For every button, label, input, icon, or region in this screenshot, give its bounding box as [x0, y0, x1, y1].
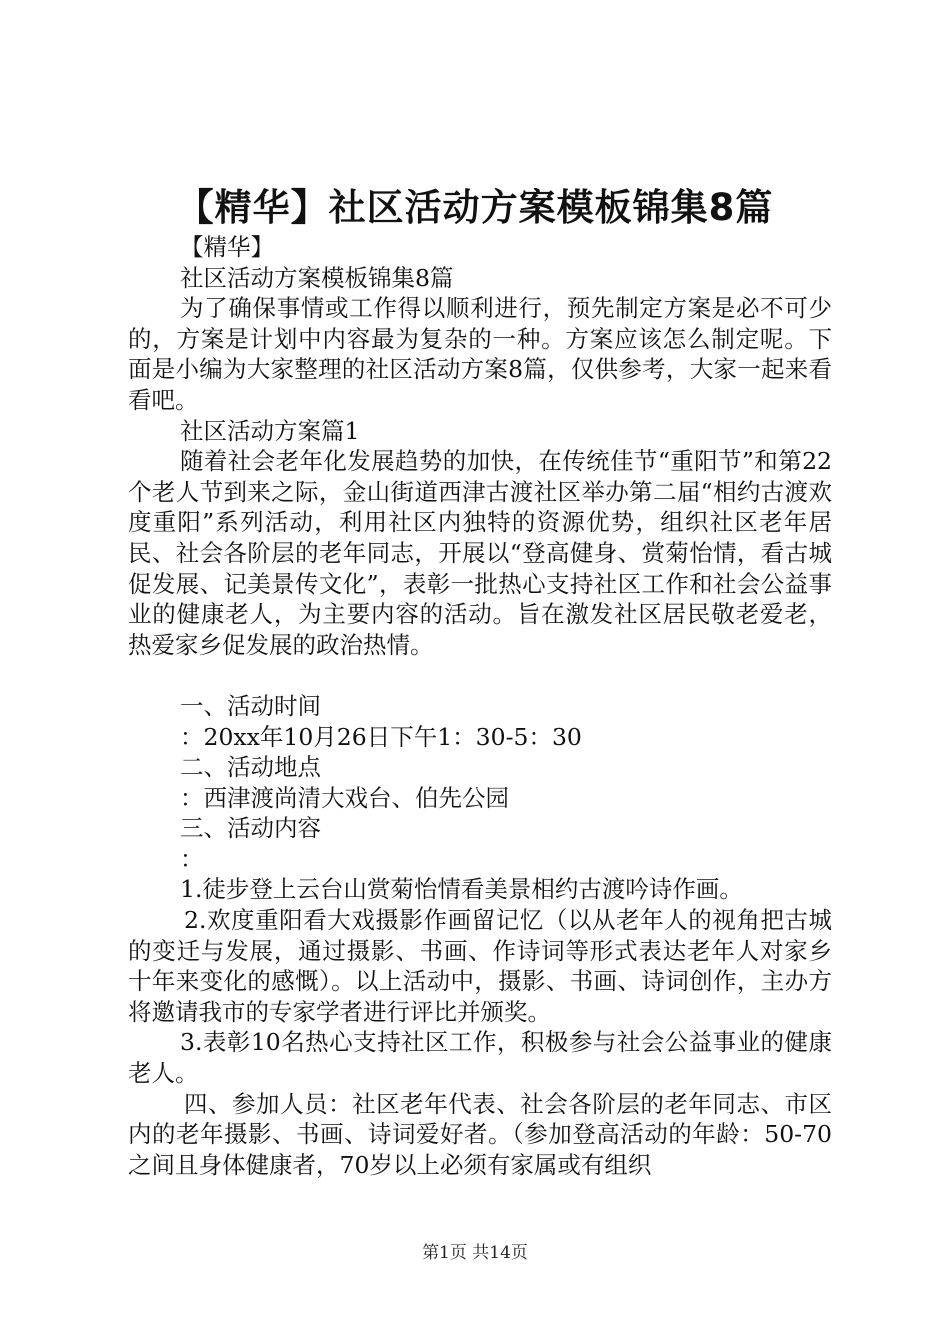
- section-heading-plan-1: 社区活动方案篇1: [180, 416, 360, 445]
- list-item-2: 2.欢度重阳看大戏摄影作画留记忆（以从老年人的视角把古城的变迁与发展，通过摄影、书画、作诗词等形式表达老年人对家乡十年来变化的感慨）。以上活动中，摄影、书画、诗词创作，主办方将邀请我市的专家学者进行评比并颁奖。: [128, 906, 832, 1026]
- paragraph-participants: 四、参加人员：社区老年代表、社会各阶层的老年同志、市区内的老年摄影、书画、诗词爱好者。（参加登高活动的年龄：50-70之间且身体健康者，70岁以上必须有家属或有组织: [128, 1089, 832, 1179]
- heading-activity-content: 三、活动内容: [180, 814, 321, 843]
- paragraph-subtitle: 社区活动方案模板锦集8篇: [180, 263, 454, 292]
- blank-line: [128, 660, 832, 691]
- paragraph-colon: ：: [180, 844, 204, 873]
- paragraph-activity-location: ：西津渡尚清大戏台、伯先公园: [180, 783, 509, 812]
- paragraph-intro: 为了确保事情或工作得以顺利进行，预先制定方案是必不可少的，方案是计划中内容最为复杂的一种。方案应该怎么制定呢。下面是小编为大家整理的社区活动方案8篇，仅供参考，大家一起来看看吧。: [128, 294, 832, 414]
- paragraph-background: 随着社会老年化发展趋势的加快，在传统佳节“重阳节”和第22个老人节到来之际，金山街道西津古渡社区举办第二届“相约古渡欢度重阳”系列活动，利用社区内独特的资源优势，组织社区老年居民、社会各阶层的老年同志，开展以“登高健身、赏菊怡情，看古城促发展、记美景传文化”，表彰一批热心支持社区工作和社会公益事业的健康老人，为主要内容的活动。旨在激发社区居民敬老爱老，热爱家乡促发展的政治热情。: [128, 447, 832, 659]
- list-item-1: 1.徒步登上云台山赏菊怡情看美景相约古渡吟诗作画。: [180, 875, 743, 904]
- paragraph-activity-time: ：20xx年10月26日下午1：30-5：30: [180, 722, 582, 751]
- page-indicator: 第1页 共14页: [422, 1243, 528, 1263]
- paragraph-tag: 【精华】: [180, 233, 274, 261]
- heading-activity-location: 二、活动地点: [180, 753, 321, 782]
- heading-activity-time: 一、活动时间: [180, 691, 321, 720]
- document-body: [128, 232, 832, 1180]
- document-title: 【精华】社区活动方案模板锦集8篇: [176, 186, 774, 229]
- list-item-3: 3.表彰10名热心支持社区工作，积极参与社会公益事业的健康老人。: [128, 1028, 832, 1088]
